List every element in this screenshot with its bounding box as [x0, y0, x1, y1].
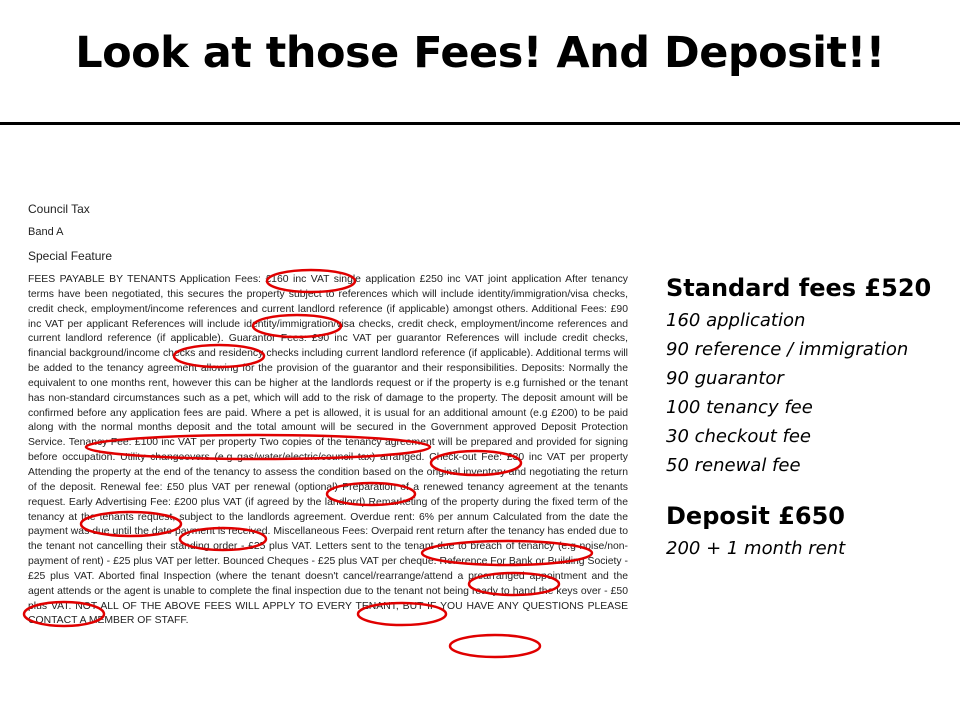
standard-fee-item: 50 renewal fee — [666, 455, 801, 476]
fee-summary — [666, 270, 956, 563]
circle-aborted-inspection — [450, 635, 540, 657]
deposit-item: 200 + 1 month rent — [666, 538, 846, 559]
standard-fee-item: 90 guarantor — [666, 368, 784, 389]
standard-fee-item: 90 reference / immigration — [666, 339, 909, 360]
council-tax-band: Band A — [28, 226, 64, 238]
standard-fees-heading: Standard fees £520 — [666, 274, 932, 302]
standard-fee-item: 100 tenancy fee — [666, 397, 813, 418]
standard-fee-item: 30 checkout fee — [666, 426, 812, 447]
slide-title: Look at those Fees! And Deposit!! — [75, 28, 885, 78]
fees-paragraph: FEES PAYABLE BY TENANTS Application Fees: £160 inc VAT single application £250 inc VAT joint application After tenancy terms have been negotiated, this secures the property subject to references which will include identity/immigration/visa checks, credit check, employment/income references and current landlord reference (if applicable) amongst others. Additional Fees: £90 inc VAT per applicant References will include identity/immigration/visa checks, credit check, employment/income references and current landlord reference (if applicable). Guarantor Fees: £90 inc VAT per guarantor References will include credit checks, financial background/income checks and residency checks including current landlord reference (if applicable). Additional terms will be added to the tenancy agreement allowing for the provision of the guarantor and their responsibilities. Deposits: Normally the equivalent to one months rent, however this can be higher at the landlords request or if the property is e.g furnished or the tenant has non-standard circumstances such as a pet, which will add to the risk of damage to the property. The deposit amount will be confirmed before any application fees are paid. Where a pet is allowed, it is usual for an additional amount (e.g £200) to be paid along with the normal months deposit and the total amount will be secured in the Government approved Deposit Protection Service. Tenancy Fee: £100 inc VAT per property Two copies of the tenancy agreement will be prepared and provided for signing before occupation. Utility changeovers (e.g gas/water/electric/council tax) arranged. Check-out Fee: £30 inc VAT per property Attending the property at the end of the tenancy to assess the condition based on the original inventory and negotiating the return of the deposit. Renewal fee: £50 plus VAT per renewal (optional) Preparation of a renewed tenancy agreement at the tenants request. Early Advertising Fee: £200 plus VAT (if agreed by the landlord) Remarketing of the property during the fixed term of the tenancy at the tenants request, subject to the landlords agreement. Overdue rent: 6% per annum Calculated from the date the payment was due until the date payment is received. Miscellaneous Fees: Overpaid rent return after the tenancy has ended due to the tenant not cancelling their standing order - £25 plus VAT. Letters sent to the tenant due to breach of tenancy (e.g noise/non-payment of rent) - £25 plus VAT per letter. Bounced Cheques - £25 plus VAT per cheque. Reference For Bank or Building Society - £25 plus VAT. Aborted final Inspection (where the tenant doesn't cancel/rearrange/attend a prearranged appointment and the agent attends or the agent is unable to complete the final inspection due to the tenant not being ready to hand the keys over - £50 plus VAT. NOT ALL OF THE ABOVE FEES WILL APPLY TO EVERY TENANT, BUT IF YOU HAVE ANY QUESTIONS PLEASE CONTACT A MEMBER OF STAFF. — [28, 274, 628, 627]
standard-fee-item: 160 application — [666, 310, 806, 331]
special-feature-heading: Special Feature — [28, 249, 113, 263]
council-tax-heading: Council Tax — [28, 202, 90, 216]
deposit-heading: Deposit £650 — [666, 502, 846, 530]
title-divider — [0, 122, 960, 125]
